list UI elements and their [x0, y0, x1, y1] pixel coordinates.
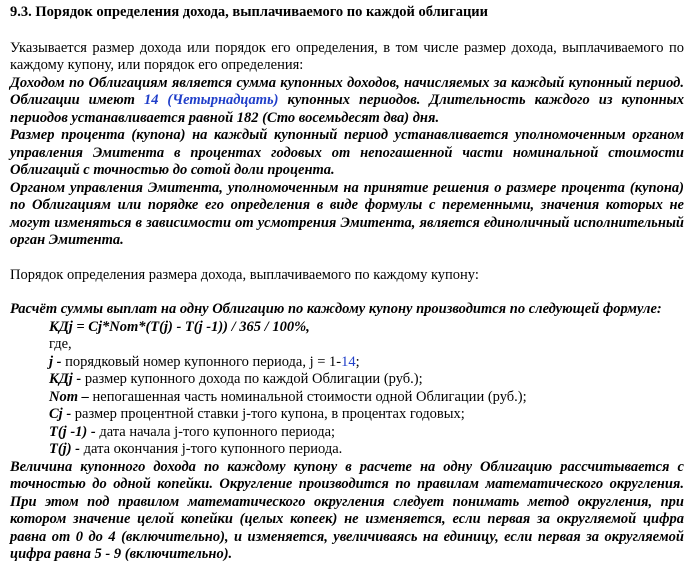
- var-nom-desc: непогашенная часть номинальной стоимости одной Облигации (руб.);: [88, 388, 527, 405]
- var-tj1-desc: дата начала j-того купонного периода;: [95, 423, 336, 440]
- var-tj1-term: T(j -1) -: [49, 423, 96, 440]
- intro-paragraph: Указывается размер дохода или порядок его определения, в том числе размер дохода, выплачиваемого по каждому купону, или порядок его определения:: [10, 39, 684, 73]
- section-title: 9.3. Порядок определения дохода, выплачиваемого по каждой облигации: [10, 4, 489, 20]
- order-heading: Порядок определения размера дохода, выплачиваемого по каждому купону:: [10, 266, 479, 283]
- spacer: [10, 284, 684, 301]
- income-text-a: Доходом по Облигациям является сумма купонных доходов, начисляемых за каждый купонный период. Облигации имеют: [10, 74, 684, 108]
- var-tj1: [10, 424, 684, 442]
- calc-intro: Расчёт суммы выплат на одну Облигацию по каждому купону производится по следующей формуле:: [10, 301, 662, 317]
- where-label: где,: [49, 336, 72, 352]
- formula: КДj = Cj*Nom*(T(j) - T(j -1)) / 365 / 100%,: [49, 318, 310, 335]
- income-text-b: купонных периодов. Длительность каждого из купонных периодов устанавливается равной 182 (Сто восемьдесят два) дня.: [10, 92, 684, 126]
- var-tj: [10, 441, 684, 459]
- var-tj-desc: дата окончания j-того купонного периода.: [80, 441, 343, 457]
- authority-paragraph: Органом управления Эмитента, уполномоченным на принятие решения о размере процента (купона) по Облигациям или порядке его определения в виде формулы с переменными, значения которых не могут изменяться в зависимости от усмотрения Эмитента, является единоличный исполнительный орган Эмитента.: [10, 179, 684, 248]
- var-cj: [10, 406, 684, 424]
- var-tj-term: T(j) -: [49, 441, 80, 457]
- var-nom: [10, 389, 684, 407]
- rounding-paragraph: Величина купонного дохода по каждому купону в расчете на одну Облигацию рассчитывается с точностью до одной копейки. Округление производится по правилам математического округления. При этом под правилом математического округления следует понимать метод округления, при котором значение целой копейки (целых копеек) не изменяется, если первая за округляемой цифра равна от 0 до 4 (включительно), и изменяется, увеличиваясь на единицу, если первая за округляемой цифра равна 5 - 9 (включительно).: [10, 458, 684, 562]
- var-j-end: ;: [355, 353, 360, 370]
- var-j: [10, 354, 684, 372]
- var-kd: [10, 371, 684, 389]
- var-j-desc: порядковый номер купонного периода, j = 1-: [61, 353, 342, 370]
- rate-paragraph: Размер процента (купона) на каждый купонный период устанавливается уполномоченным органом управления Эмитента в процентах годовых от непогашенной части номинальной стоимости Облигаций с точностью до сотой доли процента.: [10, 127, 684, 178]
- var-j-term: j -: [49, 353, 62, 370]
- var-nom-term: Nom –: [49, 388, 89, 405]
- spacer: [10, 250, 684, 267]
- var-j-max: 14: [341, 353, 356, 370]
- income-paragraph: [10, 75, 684, 128]
- var-cj-term: Cj -: [49, 406, 72, 422]
- var-kd-term: КДj -: [49, 371, 82, 387]
- var-kd-desc: размер купонного дохода по каждой Облигации (руб.);: [81, 371, 423, 387]
- var-cj-desc: размер процентной ставки j-того купона, в процентах годовых;: [71, 406, 465, 422]
- coupon-count: 14 (Четырнадцать): [143, 92, 279, 108]
